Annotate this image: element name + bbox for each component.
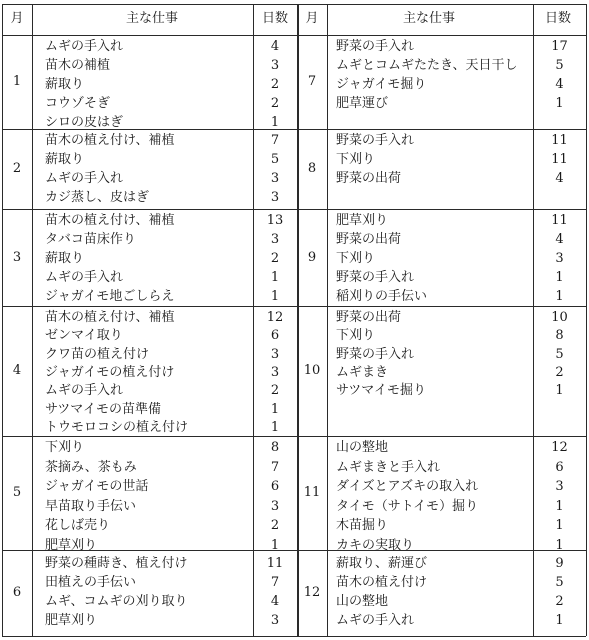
header-days-left: 日数 xyxy=(261,11,288,26)
task-cell: 苗木の植え付け、補植 xyxy=(45,213,175,228)
task-cell: 肥草運び xyxy=(336,96,389,111)
task-cell: ムギとコムギたたき、天日干し xyxy=(336,58,518,73)
month-cell: 4 xyxy=(12,363,22,378)
task-cell: 薪取り xyxy=(45,77,85,92)
header-task-right: 主な仕事 xyxy=(403,11,456,26)
task-cell: 花しば売り xyxy=(45,518,111,533)
days-cell: 3 xyxy=(555,479,564,494)
days-cell: 6 xyxy=(555,459,564,475)
task-cell: 野菜の手入れ xyxy=(336,346,415,362)
column-rule xyxy=(2,4,3,636)
task-cell: ジャガイモ地ごしらえ xyxy=(45,289,175,304)
days-cell: 3 xyxy=(270,190,280,205)
days-cell: 1 xyxy=(270,537,280,553)
task-cell: 下刈り xyxy=(336,328,376,344)
month-cell: 7 xyxy=(307,74,317,89)
days-cell: 1 xyxy=(270,419,280,435)
task-cell: 下刈り xyxy=(45,440,85,455)
task-cell: 苗木の植え付け、補植 xyxy=(45,310,175,325)
days-cell: 10 xyxy=(551,310,568,325)
header-bottom-rule xyxy=(2,35,586,36)
task-cell: 野菜の種蒔き、植え付け xyxy=(45,556,188,571)
task-cell: ムギの手入れ xyxy=(45,39,124,54)
days-cell: 1 xyxy=(555,383,564,399)
task-cell: タバコ苗床作り xyxy=(45,232,136,247)
header-month-left: 月 xyxy=(10,11,24,26)
month-cell: 6 xyxy=(12,585,22,600)
task-cell: 山の整地 xyxy=(336,440,389,455)
days-cell: 1 xyxy=(555,289,564,304)
days-cell: 3 xyxy=(270,364,280,380)
month-group-rule xyxy=(2,306,586,307)
task-cell: シロの皮はぎ xyxy=(45,115,124,130)
task-cell: ムギ、コムギの刈り取り xyxy=(45,594,188,609)
month-cell: 11 xyxy=(303,485,321,500)
task-cell: カジ蒸し、皮はぎ xyxy=(45,190,150,205)
days-cell: 4 xyxy=(555,171,564,186)
task-cell: 下刈り xyxy=(336,152,376,167)
task-cell: 野菜の出荷 xyxy=(336,232,402,247)
header-task-left: 主な仕事 xyxy=(126,11,179,26)
task-cell: 肥草刈り xyxy=(336,213,389,228)
days-cell: 12 xyxy=(266,310,284,325)
days-cell: 4 xyxy=(270,39,280,54)
days-cell: 3 xyxy=(270,58,280,73)
task-cell: ムギの手入れ xyxy=(45,270,124,285)
task-cell: カキの実取り xyxy=(336,537,415,553)
days-cell: 5 xyxy=(555,58,564,73)
task-cell: 薪取り xyxy=(45,251,85,266)
task-cell: 苗木の補植 xyxy=(45,58,111,73)
task-cell: 山の整地 xyxy=(336,594,389,609)
days-cell: 1 xyxy=(555,613,564,628)
days-cell: 3 xyxy=(270,613,280,628)
days-cell: 7 xyxy=(270,133,280,148)
days-cell: 1 xyxy=(270,289,280,304)
days-cell: 7 xyxy=(270,575,280,590)
task-cell: コウゾそぎ xyxy=(45,96,111,111)
task-cell: クワ苗の植え付け xyxy=(45,346,150,362)
days-cell: 2 xyxy=(555,364,564,380)
days-cell: 4 xyxy=(555,232,564,247)
days-cell: 4 xyxy=(270,594,280,609)
task-cell: サツマイモの苗準備 xyxy=(45,401,161,417)
task-cell: 野菜の手入れ xyxy=(336,133,415,148)
days-cell: 4 xyxy=(555,77,564,92)
column-rule xyxy=(32,4,33,636)
days-cell: 5 xyxy=(270,152,280,167)
days-cell: 3 xyxy=(270,232,280,247)
month-cell: 1 xyxy=(12,74,22,89)
column-rule xyxy=(586,4,587,636)
days-cell: 9 xyxy=(555,556,564,571)
center-divider-rule xyxy=(297,4,299,636)
days-cell: 6 xyxy=(270,328,280,344)
task-cell: 早苗取り手伝い xyxy=(45,498,137,514)
task-cell: 薪取り xyxy=(45,152,85,167)
month-cell: 5 xyxy=(12,485,22,500)
month-cell: 8 xyxy=(307,161,317,176)
month-cell: 9 xyxy=(307,249,317,265)
days-cell: 3 xyxy=(270,171,280,186)
task-cell: 苗木の植え付け xyxy=(336,575,428,590)
task-cell: サツマイモ掘り xyxy=(336,383,426,399)
task-cell: ジャガイモの植え付け xyxy=(45,364,175,380)
days-cell: 8 xyxy=(555,328,564,344)
days-cell: 6 xyxy=(270,479,280,494)
days-cell: 5 xyxy=(555,575,564,590)
month-cell: 2 xyxy=(12,161,22,176)
days-cell: 1 xyxy=(270,115,280,130)
days-cell: 1 xyxy=(555,537,564,553)
days-cell: 3 xyxy=(270,498,280,514)
days-cell: 2 xyxy=(270,77,280,92)
month-group-rule xyxy=(2,636,586,637)
task-cell: ムギまき xyxy=(336,364,389,380)
task-cell: ジャガイモの世話 xyxy=(45,479,149,494)
task-cell: ジャガイモ掘り xyxy=(336,77,427,92)
task-cell: トウモロコシの植え付け xyxy=(45,419,189,435)
days-cell: 1 xyxy=(555,270,564,285)
task-cell: 木苗掘り xyxy=(336,518,389,533)
task-cell: 肥草刈り xyxy=(45,613,98,628)
task-cell: ムギまきと手入れ xyxy=(336,459,441,475)
header-days-right: 日数 xyxy=(544,11,571,26)
days-cell: 2 xyxy=(270,251,280,266)
days-cell: 11 xyxy=(266,556,284,571)
table-top-rule xyxy=(2,4,586,5)
days-cell: 7 xyxy=(270,459,280,475)
task-cell: 茶摘み、茶もみ xyxy=(45,459,137,475)
days-cell: 17 xyxy=(551,39,568,54)
task-cell: 苗木の植え付け、補植 xyxy=(45,133,175,148)
days-cell: 1 xyxy=(270,270,280,285)
task-cell: ムギの手入れ xyxy=(336,613,415,628)
days-cell: 3 xyxy=(270,346,280,362)
task-cell: タイモ（サトイモ）掘り xyxy=(336,498,479,514)
days-cell: 2 xyxy=(270,383,280,399)
month-cell: 10 xyxy=(303,363,321,378)
task-cell: ムギの手入れ xyxy=(45,171,124,186)
month-cell: 12 xyxy=(303,585,321,600)
task-cell: ダイズとアズキの取入れ xyxy=(336,479,479,494)
days-cell: 1 xyxy=(270,401,280,417)
task-cell: 野菜の出荷 xyxy=(336,171,402,186)
month-cell: 3 xyxy=(12,249,22,265)
task-cell: 野菜の手入れ xyxy=(336,39,415,54)
days-cell: 2 xyxy=(555,594,564,609)
task-cell: 野菜の手入れ xyxy=(336,270,415,285)
task-cell: ムギの手入れ xyxy=(45,383,124,399)
task-cell: 野菜の出荷 xyxy=(336,310,402,325)
task-cell: 肥草刈り xyxy=(45,537,98,553)
task-cell: ゼンマイ取り xyxy=(45,328,123,344)
days-cell: 1 xyxy=(555,96,564,111)
days-cell: 1 xyxy=(555,518,564,533)
days-cell: 11 xyxy=(551,133,568,148)
month-group-rule xyxy=(2,209,586,210)
days-cell: 8 xyxy=(270,440,280,455)
header-month-right: 月 xyxy=(305,11,319,26)
days-cell: 1 xyxy=(555,498,564,514)
days-cell: 13 xyxy=(266,213,284,228)
days-cell: 11 xyxy=(551,213,568,228)
days-cell: 5 xyxy=(555,346,564,362)
days-cell: 12 xyxy=(551,440,568,455)
days-cell: 2 xyxy=(270,96,280,111)
task-cell: 田植えの手伝い xyxy=(45,575,137,590)
days-cell: 2 xyxy=(270,518,280,533)
column-rule xyxy=(327,4,328,636)
task-cell: 稲刈りの手伝い xyxy=(336,289,428,304)
days-cell: 3 xyxy=(555,251,564,266)
days-cell: 11 xyxy=(551,152,568,167)
task-cell: 下刈り xyxy=(336,251,376,266)
task-cell: 薪取り、薪運び xyxy=(336,556,428,571)
